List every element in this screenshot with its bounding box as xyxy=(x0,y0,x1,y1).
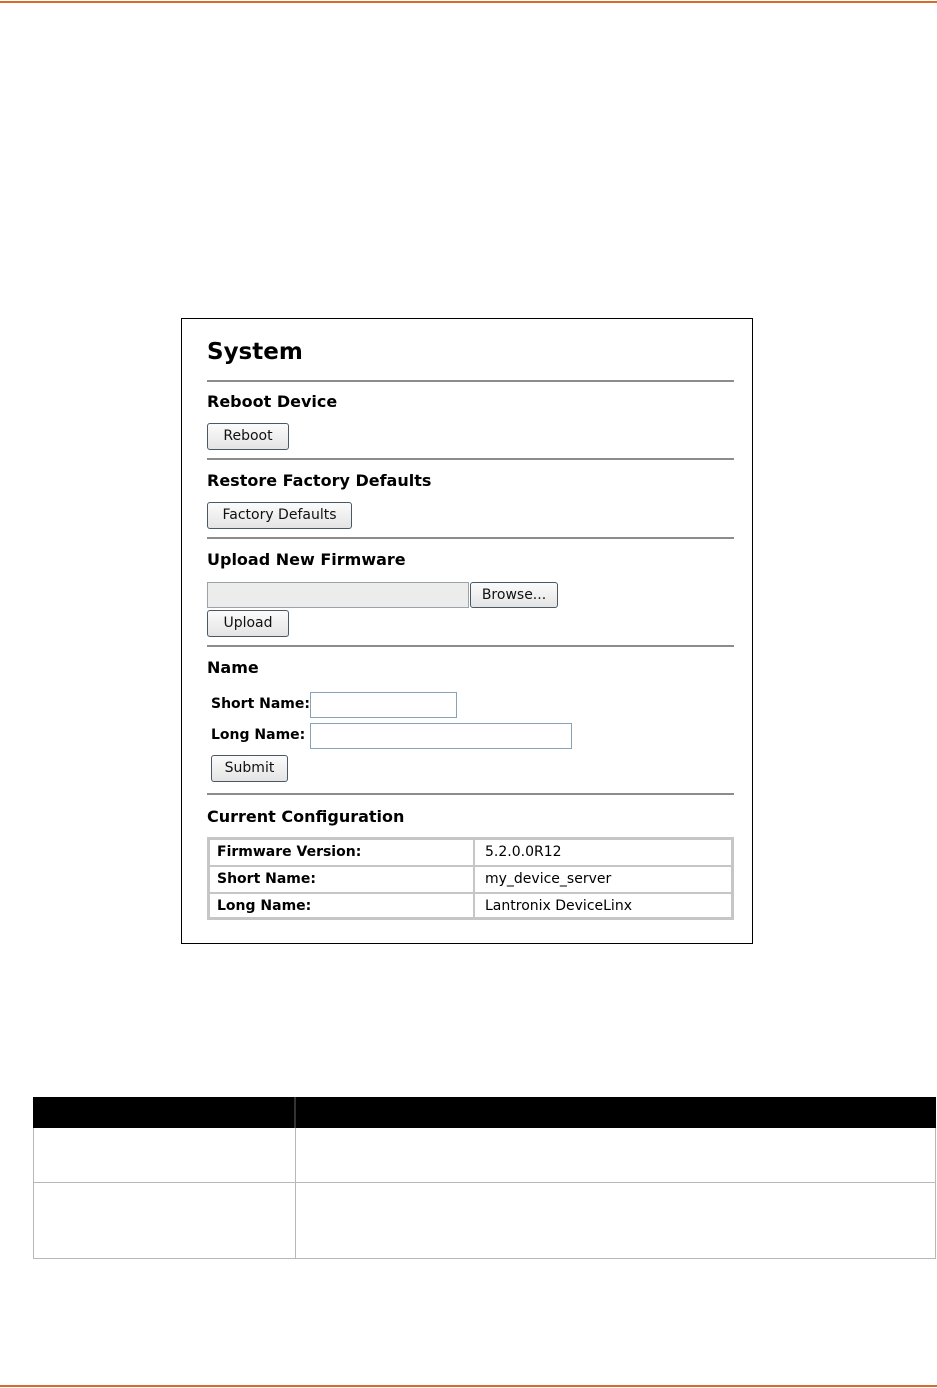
divider xyxy=(207,380,734,382)
column-divider xyxy=(295,1183,296,1258)
short-name-input[interactable] xyxy=(310,692,457,718)
browse-button[interactable]: Browse... xyxy=(470,582,558,608)
divider xyxy=(207,793,734,795)
config-value: Lantronix DeviceLinx xyxy=(485,898,632,914)
page-top-rule xyxy=(0,1,937,3)
long-name-input[interactable] xyxy=(310,723,572,749)
reboot-heading: Reboot Device xyxy=(207,392,338,411)
table-row xyxy=(210,867,731,893)
divider xyxy=(207,458,734,460)
submit-button[interactable]: Submit xyxy=(211,755,288,782)
long-name-label: Long Name: xyxy=(211,727,306,743)
upload-firmware-heading: Upload New Firmware xyxy=(207,550,406,569)
column-divider xyxy=(295,1128,296,1182)
upload-button[interactable]: Upload xyxy=(207,610,289,637)
config-table xyxy=(207,837,734,920)
table-row xyxy=(33,1128,936,1183)
table-row xyxy=(210,840,731,866)
description-table xyxy=(33,1097,936,1259)
config-key: Short Name: xyxy=(210,867,475,892)
table-row xyxy=(210,894,731,920)
factory-defaults-heading: Restore Factory Defaults xyxy=(207,471,432,490)
table-row xyxy=(33,1183,936,1259)
name-heading: Name xyxy=(207,658,259,677)
page-title: System xyxy=(207,339,303,365)
factory-defaults-button[interactable]: Factory Defaults xyxy=(207,502,352,529)
divider xyxy=(207,537,734,539)
config-value: my_device_server xyxy=(485,871,612,887)
table-header xyxy=(33,1097,936,1128)
current-config-heading: Current Configuration xyxy=(207,807,405,826)
divider xyxy=(207,645,734,647)
short-name-label: Short Name: xyxy=(211,696,310,712)
firmware-file-input[interactable] xyxy=(207,582,469,608)
page-bottom-rule xyxy=(0,1385,937,1387)
system-screenshot-panel xyxy=(181,318,753,944)
config-key: Firmware Version: xyxy=(210,840,475,865)
config-key: Long Name: xyxy=(210,894,475,919)
header-divider xyxy=(294,1097,296,1128)
reboot-button[interactable]: Reboot xyxy=(207,423,289,450)
config-value: 5.2.0.0R12 xyxy=(485,844,562,860)
